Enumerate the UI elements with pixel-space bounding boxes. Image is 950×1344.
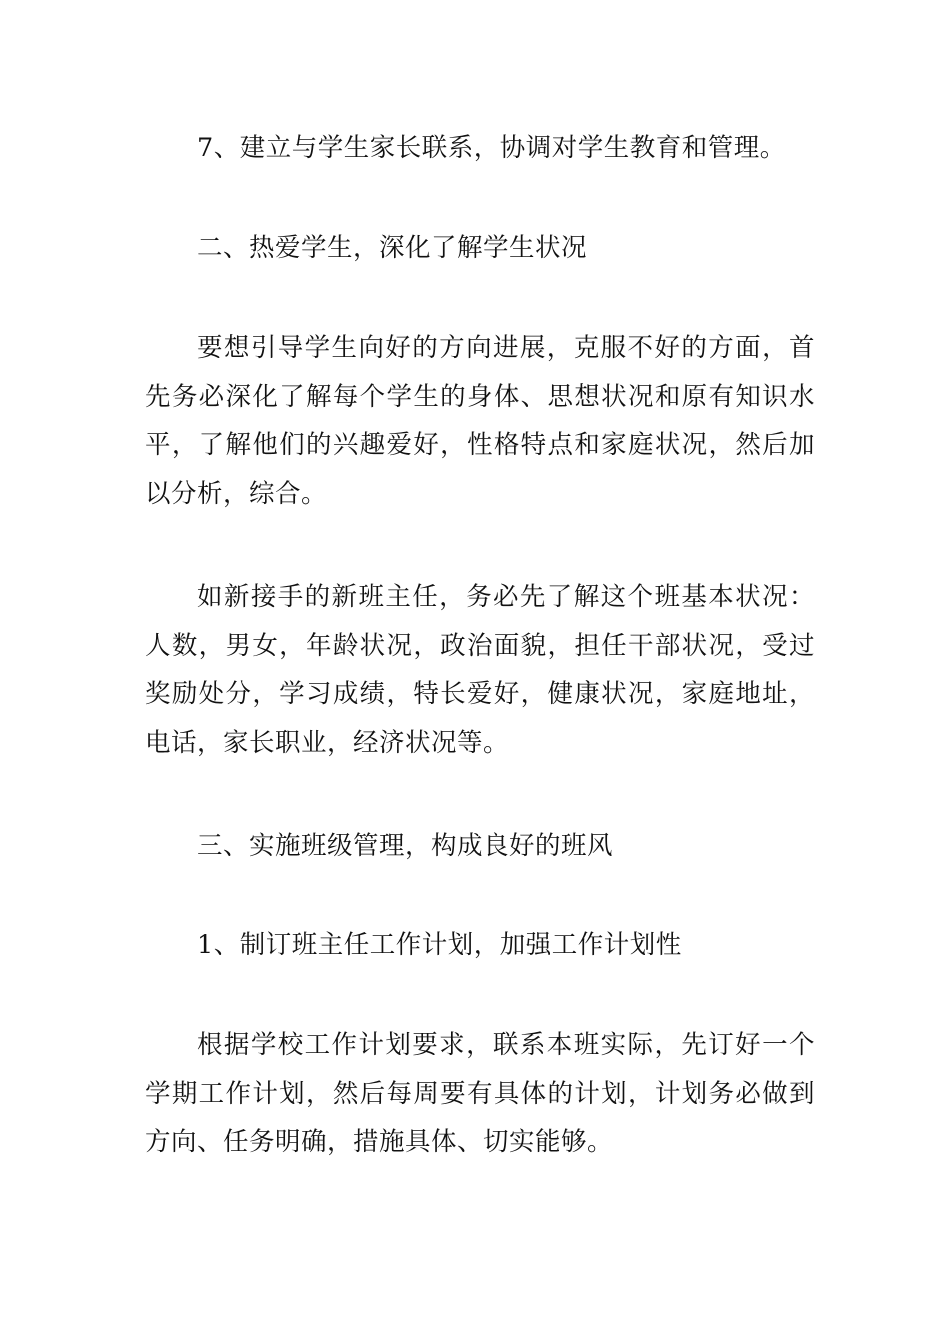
body-paragraph-work-plan: 根据学校工作计划要求，联系本班实际，先订好一个学期工作计划，然后每周要有具体的计划，计划务必做到方向、任务明确，措施具体、切实能够。 (145, 1030, 815, 1157)
section-heading-2: 二、热爱学生，深化了解学生状况 (197, 233, 588, 263)
subheading-1: 1、制订班主任工作计划，加强工作计划性 (197, 930, 682, 960)
body-paragraph-understand-students: 要想引导学生向好的方向进展，克服不好的方面，首先务必深化了解每个学生的身体、思想状况和原有知识水平，了解他们的兴趣爱好，性格特点和家庭状况，然后加以分析，综合。 (145, 333, 815, 509)
body-paragraph-new-class-teacher: 如新接手的新班主任，务必先了解这个班基本状况：人数，男女，年龄状况，政治面貌，担任干部状况，受过奖励处分，学习成绩，特长爱好，健康状况，家庭地址，电话，家长职业，经济状况等。 (145, 582, 815, 758)
section-heading-3: 三、实施班级管理，构成良好的班风 (197, 831, 614, 861)
list-item-7: 7、建立与学生家长联系，协调对学生教育和管理。 (197, 133, 786, 163)
